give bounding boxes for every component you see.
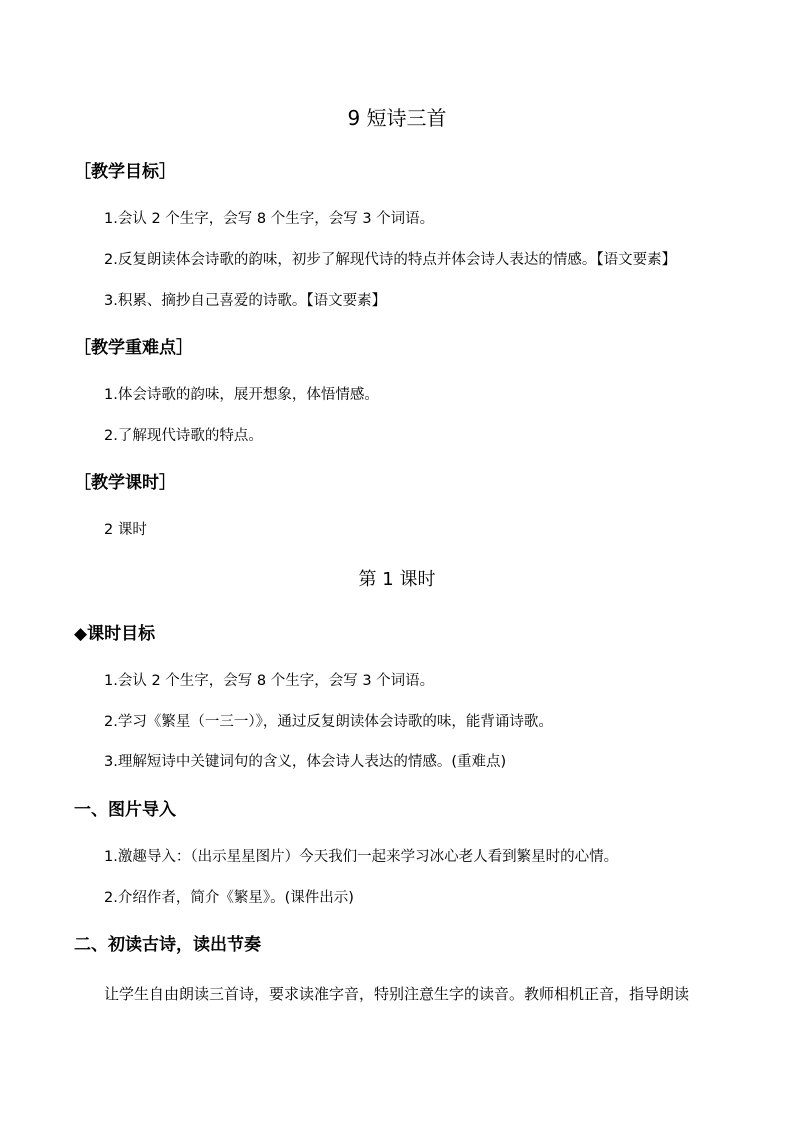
section-heading-teaching-goals: ［教学目标］ [74, 162, 176, 182]
key-point-item-2: 2.了解现代诗歌的特点。 [104, 428, 263, 444]
part-1-item-1: 1.激趣导入：（出示星星图片）今天我们一起来学习冰心老人看到繁星时的心情。 [104, 849, 619, 865]
section-heading-key-points: ［教学重难点］ [74, 338, 193, 358]
lesson-goals-heading: ◆课时目标 [74, 624, 156, 644]
teaching-goal-item-1: 1.会认 2 个生字，会写 8 个生字，会写 3 个词语。 [104, 211, 435, 227]
teaching-goal-item-3: 3.积累、摘抄自己喜爱的诗歌。【语文要素】 [104, 293, 387, 309]
lesson-goal-item-1: 1.会认 2 个生字，会写 8 个生字，会写 3 个词语。 [104, 673, 435, 689]
document-title: 9 短诗三首 [347, 106, 447, 130]
section-heading-periods: ［教学课时］ [74, 473, 176, 493]
teaching-goal-item-2: 2.反复朗读体会诗歌的韵味，初步了解现代诗的特点并体会诗人表达的情感。【语文要素】 [104, 252, 677, 268]
lesson-1-title: 第 1 课时 [358, 569, 436, 590]
key-point-item-1: 1.体会诗歌的韵味，展开想象，体悟情感。 [104, 387, 379, 403]
part-1-heading: 一、图片导入 [74, 800, 176, 820]
part-2-paragraph: 让学生自由朗读三首诗，要求读准字音，特别注意生字的读音。教师相机正音，指导朗读 [104, 985, 690, 1003]
lesson-goal-item-2: 2.学习《繁星（一三一）》，通过反复朗读体会诗歌的味，能背诵诗歌。 [104, 714, 553, 730]
periods-value: 2 课时 [104, 522, 147, 538]
lesson-goal-item-3: 3.理解短诗中关键词句的含义，体会诗人表达的情感。(重难点) [104, 754, 507, 770]
part-2-heading: 二、初读古诗，读出节奏 [74, 935, 261, 955]
part-1-item-2: 2.介绍作者，简介《繁星》。(课件出示) [104, 890, 354, 906]
